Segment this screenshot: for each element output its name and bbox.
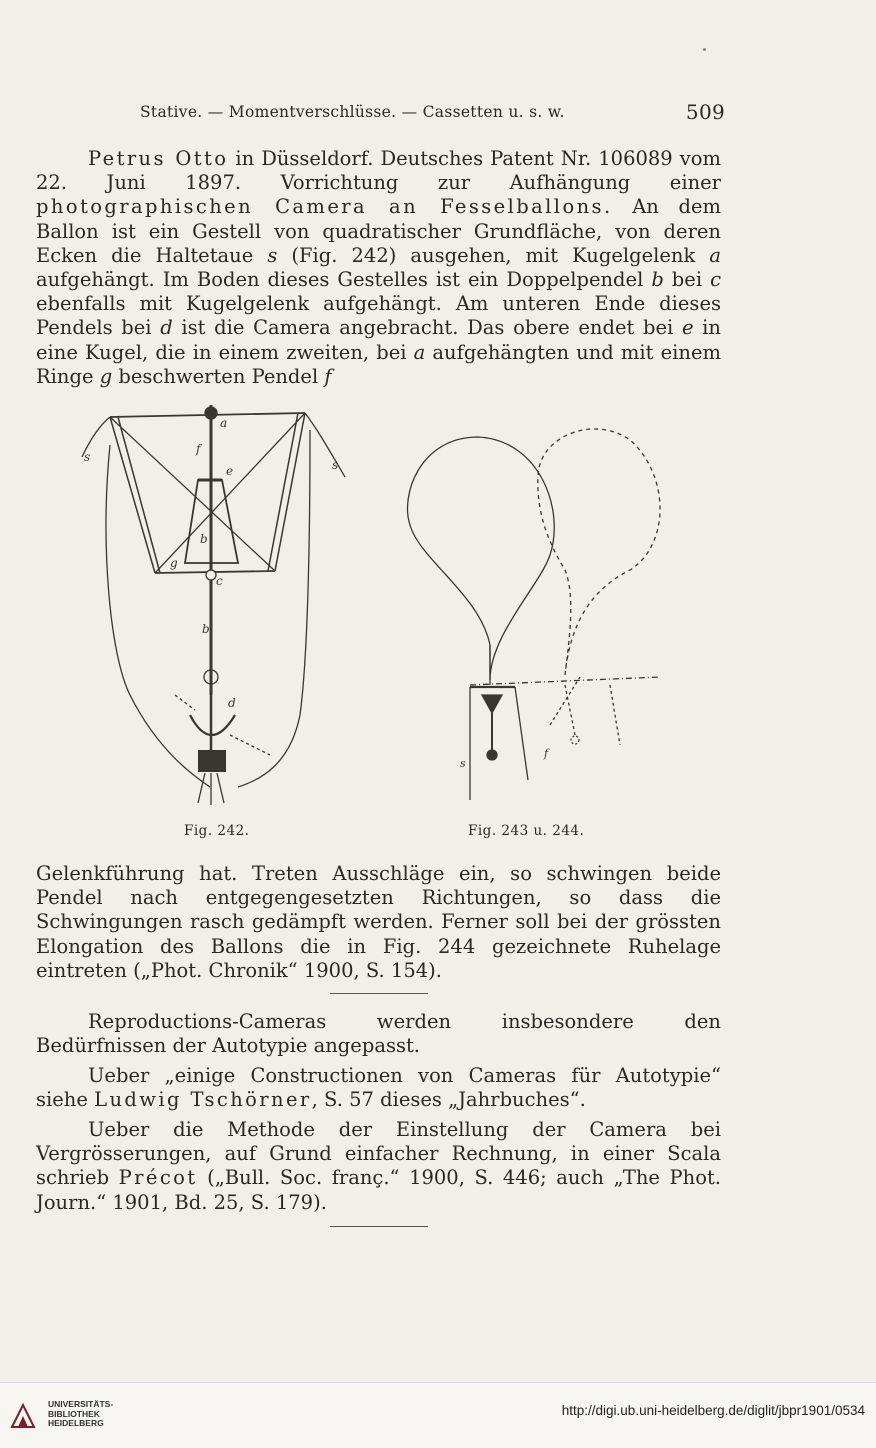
fig242-label-e: e: [226, 464, 234, 478]
section-divider-top: [330, 993, 428, 994]
fig243-label-s: s: [460, 757, 466, 770]
fig242-label-d: d: [228, 696, 236, 710]
paragraph-gelenkfuehrung: Gelenkführung hat. Treten Ausschläge ein, so schwingen beide Pendel nach entgegengesetzten Richtungen, so dass die Schwingungen rasch gedämpft werden. Ferner soll bei der grössten Elongation des Ballons die in Fig. 244 gezeichnete Ruhelage eintreten („Phot. Chronik“ 1900, S. 154).: [36, 862, 721, 982]
emphasized-title: photographischen Camera an Fesselballons.: [36, 195, 613, 219]
author-tschoerner: Ludwig Tschörner: [94, 1088, 312, 1112]
source-url-link[interactable]: http://digi.ub.uni-heidelberg.de/diglit/jbpr1901/0534: [561, 1403, 865, 1418]
library-logo-icon: [10, 1403, 36, 1429]
page-number: 509: [685, 100, 725, 124]
caption-fig-242: Fig. 242.: [184, 823, 250, 839]
caption-fig-243-244: Fig. 243 u. 244.: [468, 823, 585, 839]
running-title: Stative. — Momentverschlüsse. — Cassetten u. s. w.: [140, 103, 565, 121]
fig242-label-c: c: [216, 574, 223, 588]
fig242-label-b: b: [200, 532, 208, 546]
digitization-footer: [0, 1382, 876, 1448]
fig-243-244-drawing: [408, 429, 660, 800]
section-divider-bottom: [330, 1226, 428, 1227]
fig242-label-a: a: [220, 416, 228, 430]
author-name: Petrus Otto: [88, 147, 229, 170]
fig242-label-b2: b: [202, 622, 210, 636]
paragraph-otto-patent: Petrus Otto in Düsseldorf. Deutsches Patent Nr. 106089 vom 22. Juni 1897. Vorrichtung zur Aufhängung einer photographischen Camera an Fesselballons. An dem Ballon ist ein Gestell von quadratischer Grundfläche, von deren Ecken die Haltetaue s (Fig. 242) ausgehen, mit Kugelgelenk a aufgehängt. Im Boden dieses Gestelles ist ein Doppelpendel b bei c ebenfalls mit Kugelgelenk aufgehängt. Am unteren Ende dieses Pendels bei d ist die Camera angebracht. Das obere endet bei e in eine Kugel, die in einem zweiten, bei a aufgehängten und mit einem Ringe g beschwerten Pendel f: [36, 147, 722, 388]
fig242-label-s-right: s: [332, 458, 339, 472]
paper-speck: [703, 48, 706, 51]
fig243-label-f: f: [544, 747, 549, 760]
paragraph-precot: Ueber die Methode der Einstellung der Camera bei Vergrösserungen, auf Grund einfacher Rechnung, in einer Scala schrieb Précot („Bull. Soc. franç.“ 1900, S. 446; auch „The Phot. Journ.“ 1901, Bd. 25, S. 179).: [36, 1118, 721, 1214]
figure-drawings: [70, 395, 690, 855]
fig242-label-f: f: [196, 442, 201, 456]
author-precot: Précot: [118, 1166, 198, 1190]
running-header: [140, 100, 725, 128]
paragraph-reproductions: Reproductions-Cameras werden insbesondere den Bedürfnissen der Autotypie angepasst.: [36, 1010, 721, 1058]
paragraph-tschoerner: Ueber „einige Constructionen von Cameras für Autotypie“ siehe Ludwig Tschörner, S. 57 dieses „Jahrbuches“.: [36, 1064, 721, 1112]
library-name: UNIVERSITÄTS- BIBLIOTHEK HEIDELBERG: [48, 1399, 114, 1428]
fig242-label-g: g: [170, 556, 178, 570]
figure-area: [70, 395, 690, 855]
fig-243-labels: [460, 747, 550, 770]
fig-242-drawing: [82, 405, 345, 805]
fig242-label-s-left: s: [84, 450, 91, 464]
